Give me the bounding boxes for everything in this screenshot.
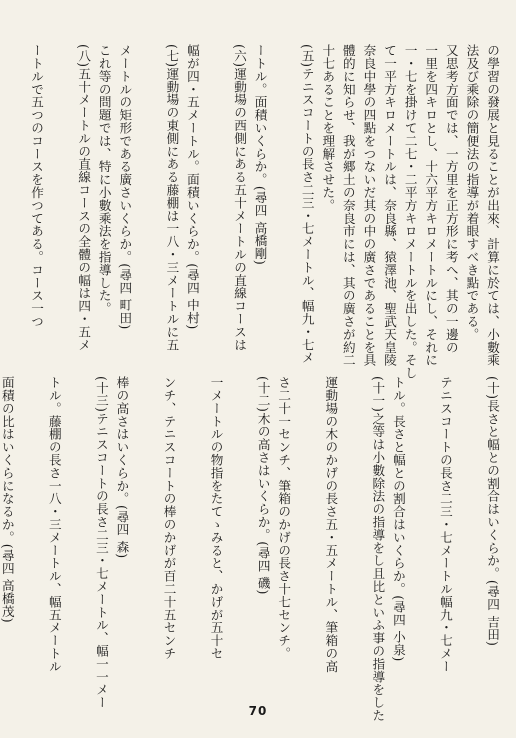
text-line: (八)五十メートルの直線コースの全體の幅は四・五メ bbox=[76, 44, 92, 352]
text-line: (七)運動場の東側にある藤棚は一八・三メートルに五 bbox=[164, 44, 180, 352]
text-line: 一・七を掛けて二七・二平方キロメートルを出した。そし bbox=[402, 44, 418, 380]
text-line: 面積の比はいくらになるか。(尋四 高橋茂) bbox=[0, 376, 15, 623]
text-line: 法及び乘除の簡便法の指導が着眼すべき點である。 bbox=[464, 44, 480, 341]
text-line: 又思考方面では、一方里を正方形に考へ、其の一邊の bbox=[443, 44, 459, 354]
text-line: さ二十一センチ、筆箱のかげの長さ十七センチ。 bbox=[276, 376, 292, 660]
text-line: 一里を四キロとし、十六平方キロメートルにし、それに bbox=[423, 44, 439, 367]
upper-text-block bbox=[0, 44, 502, 380]
text-line: ートルで五つのコースを作つてある。コース一つ bbox=[29, 44, 45, 328]
text-line: (十三)テニスコートの長さ二三・七メートル、幅一一メー bbox=[93, 376, 109, 709]
text-line bbox=[0, 44, 26, 366]
text-line: 幅が四・五メートル。面積いくらか。(尋四 中村) bbox=[184, 44, 200, 330]
text-line: テニスコートの長さ二三・七メートル幅九・七メー bbox=[437, 376, 453, 673]
text-line: ンチ、テニスコートの棒のかげが百二十五センチ bbox=[161, 376, 177, 660]
text-line: (十一)之等は小數除法の指導をし且比といふ事の指導をした bbox=[370, 376, 386, 722]
text-line: て一平方キロメートルは、奈良縣、猿澤池、聖武天皇陵 bbox=[382, 44, 398, 367]
text-line: 一メートルの物指をたてゝみると、かげが五十セ bbox=[208, 376, 224, 660]
text-line: (五)テニスコートの長さ二三・七メートル、幅九・七メ bbox=[299, 44, 315, 365]
text-line: トル。藤棚の長さ一八・三メートル、幅五メートル bbox=[46, 376, 62, 673]
text-line: これ等の問題では、特に小數乘法を指導した。 bbox=[96, 44, 112, 315]
text-line: 棒の高さはいくらか。(尋四 森) bbox=[114, 376, 130, 559]
text-line: ートル。面積いくらか。(尋四 高橋剛) bbox=[252, 44, 268, 266]
text-line: トル。長さと幅との割合はいくらか。(尋四 小泉) bbox=[390, 376, 406, 662]
text-line: (六)運動場の西側にある五十メートルの直線コースは bbox=[232, 44, 248, 352]
text-line: 體的に知らせ、我が郷土の奈良市には、其の廣さが約二 bbox=[340, 44, 356, 367]
text-line: の學習の發展と見ることが出來、計算に於ては、小數乘 bbox=[485, 44, 500, 367]
text-line: メートルの矩形である廣さいくらか。(尋四 町田) bbox=[117, 44, 133, 330]
text-line: 十七あることを理解させた。 bbox=[320, 44, 336, 212]
text-line: 奈良中學の四點をつないだ其の中の廣さであることを具 bbox=[361, 44, 377, 367]
page-number: 70 bbox=[248, 704, 268, 718]
text-line: 運動場の木のかげの長さ五・五メートル、筆箱の高 bbox=[323, 376, 339, 673]
text-line: (十二)木の高さはいくらか。(尋四 磯) bbox=[255, 376, 271, 595]
text-line: (十)長さと幅との割合はいくらか。(尋四 吉田) bbox=[485, 376, 500, 647]
